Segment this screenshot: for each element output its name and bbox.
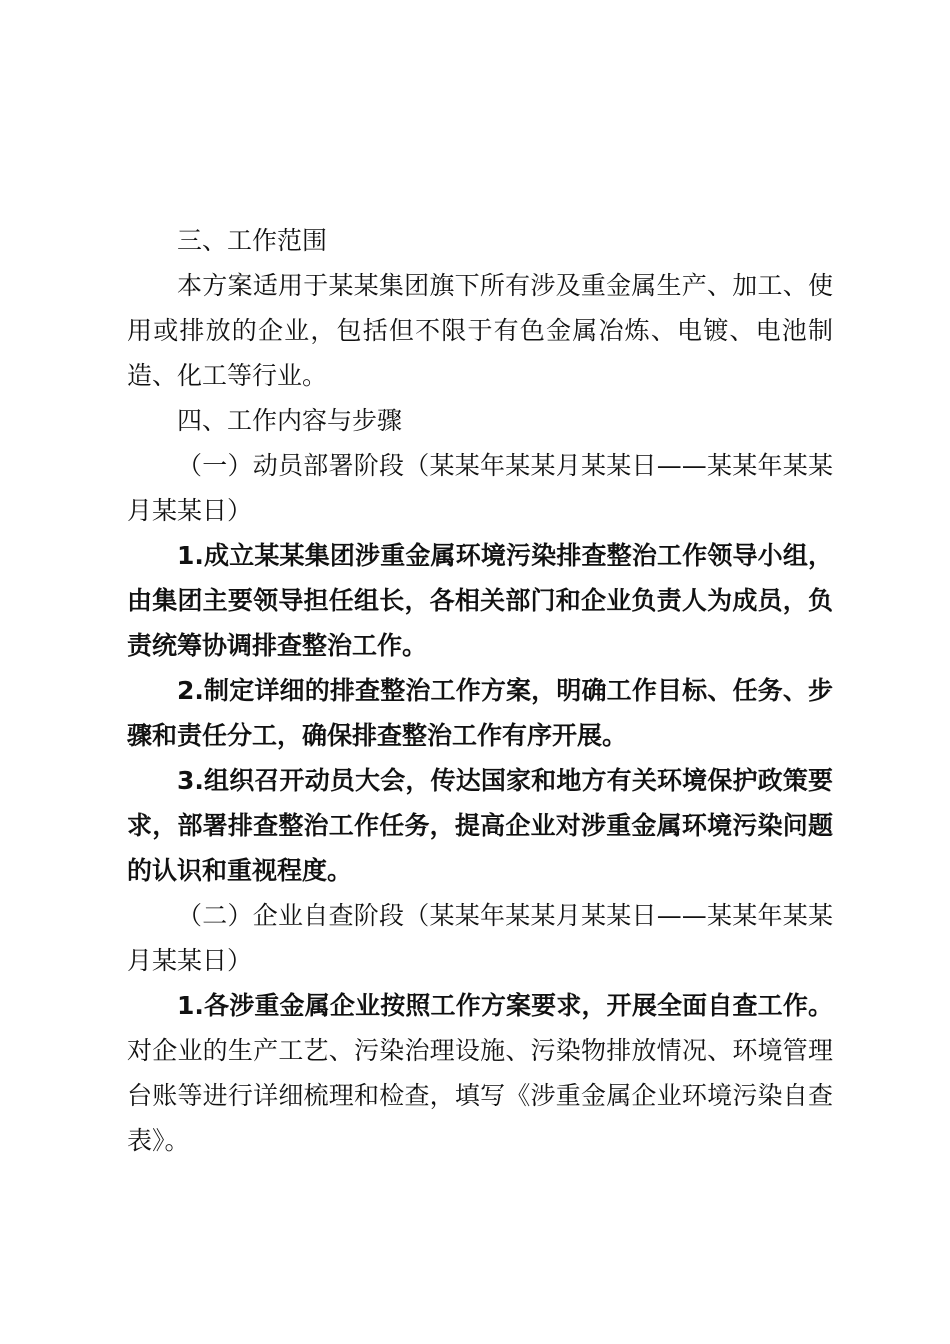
stage-2-item-1-lead: 1.各涉重金属企业按照工作方案要求，开展全面自查工作。 <box>177 991 833 1020</box>
stage-1-item-3: 3.组织召开动员大会，传达国家和地方有关环境保护政策要求，部署排查整治工作任务，提高企业对涉重金属环境污染问题的认识和重视程度。 <box>127 766 833 885</box>
stage-1-item-2: 2.制定详细的排查整治工作方案，明确工作目标、任务、步骤和责任分工，确保排查整治工作有序开展。 <box>127 676 833 750</box>
stage-2-item-1 <box>127 983 833 1163</box>
stage-2-item-1-detail: 对企业的生产工艺、污染治理设施、污染物排放情况、环境管理台账等进行详细梳理和检查，填写《涉重金属企业环境污染自查表》。 <box>127 1036 833 1155</box>
section-3-body: 本方案适用于某某集团旗下所有涉及重金属生产、加工、使用或排放的企业，包括但不限于有色金属冶炼、电镀、电池制造、化工等行业。 <box>127 271 833 390</box>
stage-1-item-1: 1.成立某某集团涉重金属环境污染排查整治工作领导小组，由集团主要领导担任组长，各相关部门和企业负责人为成员，负责统筹协调排查整治工作。 <box>127 541 833 660</box>
stage-2-heading: （二）企业自查阶段（某某年某某月某某日——某某年某某月某某日） <box>127 901 833 975</box>
section-4-heading: 四、工作内容与步骤 <box>177 406 403 435</box>
section-3-heading: 三、工作范围 <box>177 226 328 255</box>
document-page <box>127 218 833 1163</box>
stage-1-heading: （一）动员部署阶段（某某年某某月某某日——某某年某某月某某日） <box>127 451 833 525</box>
